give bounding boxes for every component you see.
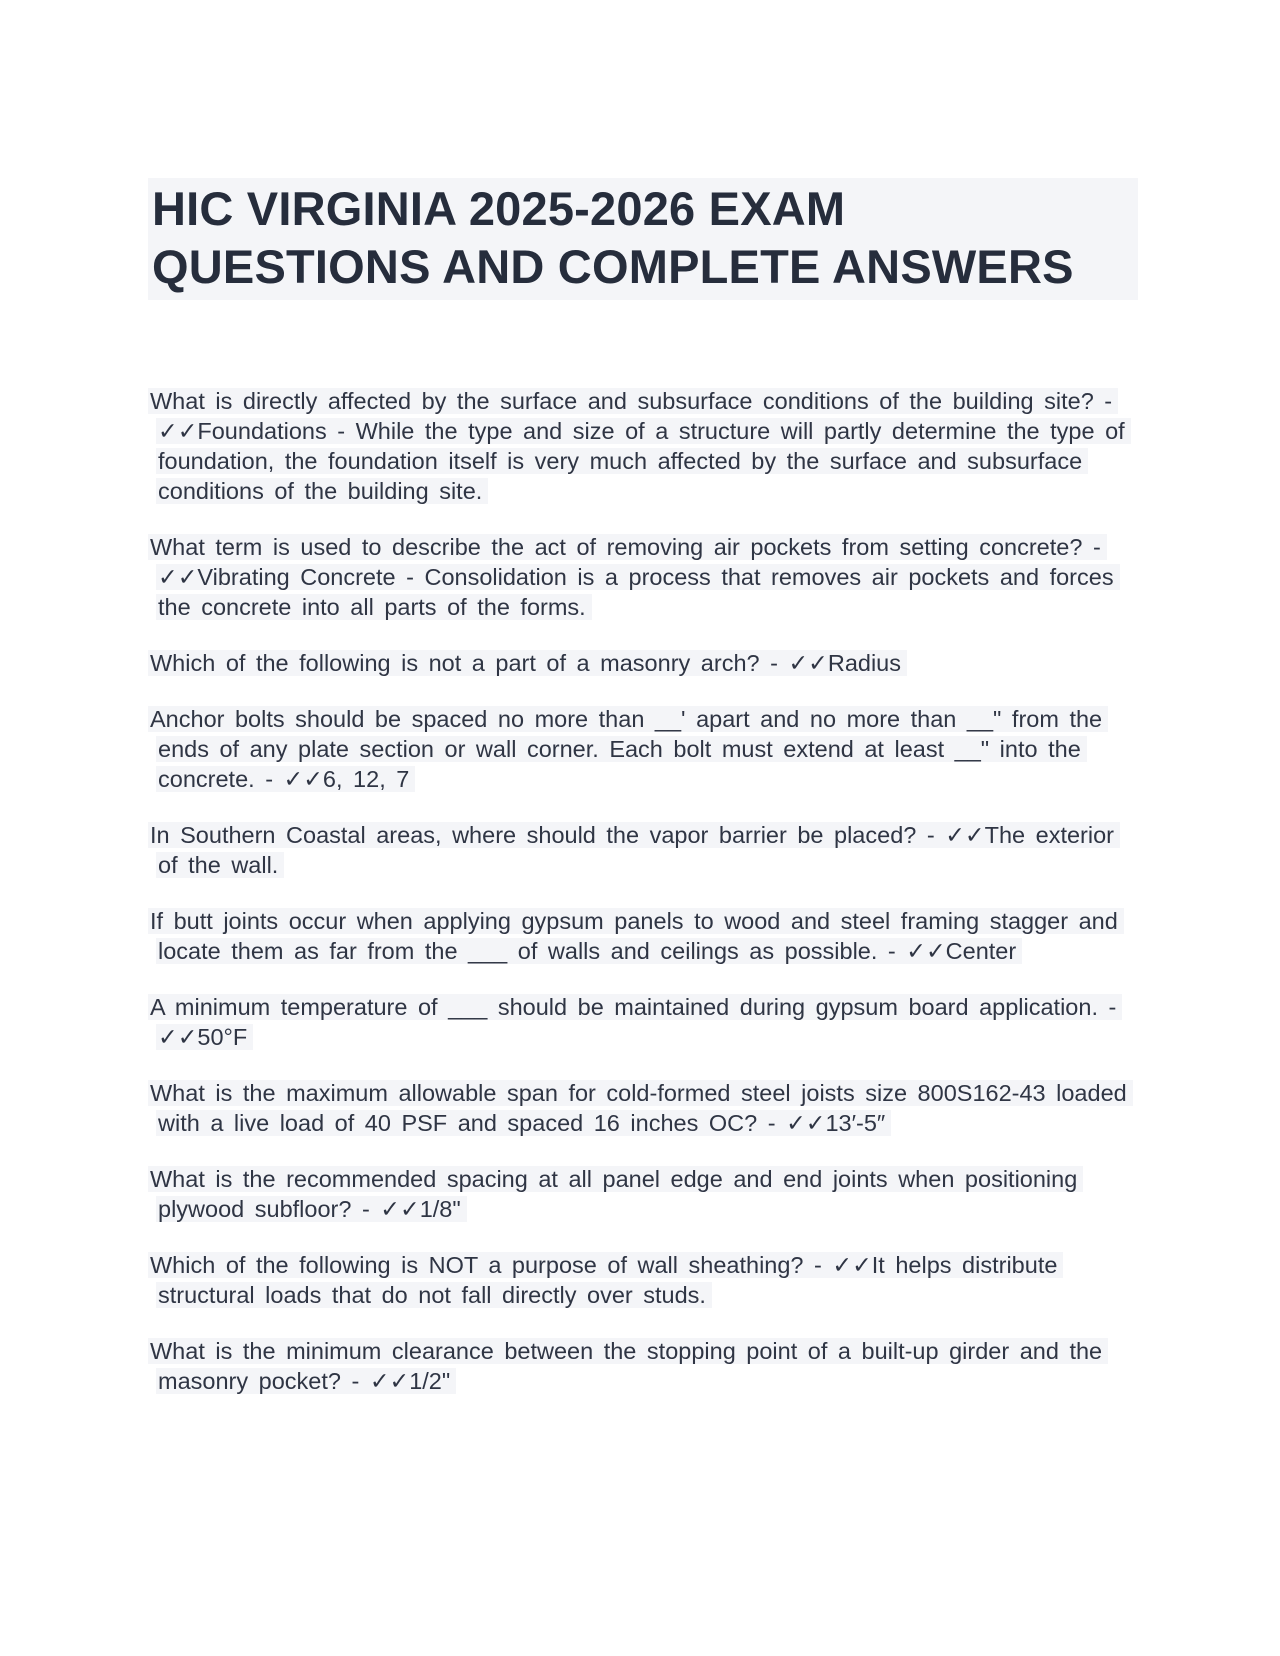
document-title: HIC VIRGINIA 2025-2026 EXAM QUESTIONS AND COMPLETE ANSWERS <box>148 178 1138 300</box>
qa-text: What is directly affected by the surface and subsurface conditions of the building site? - ✓✓Foundations - While the type and size of a structure will partly determine the type of foundation, the foundation itself is very much affected by the surface and subsurface conditions of the building site. <box>148 388 1131 504</box>
qa-text: Which of the following is not a part of a masonry arch? - ✓✓Radius <box>148 650 907 676</box>
qa-item-3 <box>148 648 1138 678</box>
qa-text: In Southern Coastal areas, where should the vapor barrier be placed? - ✓✓The exterior of the wall. <box>148 822 1120 878</box>
qa-item-11 <box>148 1336 1138 1396</box>
qa-text: If butt joints occur when applying gypsum panels to wood and steel framing stagger and locate them as far from the ___ of walls and ceilings as possible. - ✓✓Center <box>148 908 1124 964</box>
qa-text: What is the maximum allowable span for cold-formed steel joists size 800S162-43 loaded with a live load of 40 PSF and spaced 16 inches OC? - ✓✓13′-5″ <box>148 1080 1133 1136</box>
qa-item-9 <box>148 1164 1138 1224</box>
qa-text: What term is used to describe the act of removing air pockets from setting concrete? - ✓✓Vibrating Concrete - Consolidation is a process that removes air pockets and forces the concrete into all parts of the forms. <box>148 534 1120 620</box>
qa-list <box>148 386 1138 1396</box>
qa-text: A minimum temperature of ___ should be maintained during gypsum board application. - ✓✓50°F <box>148 994 1122 1050</box>
qa-item-8 <box>148 1078 1138 1138</box>
qa-text: What is the minimum clearance between the stopping point of a built-up girder and the masonry pocket? - ✓✓1/2" <box>148 1338 1108 1394</box>
qa-item-4 <box>148 704 1138 794</box>
qa-item-6 <box>148 906 1138 966</box>
qa-text: Anchor bolts should be spaced no more than __' apart and no more than __" from the ends of any plate section or wall corner. Each bolt must extend at least __" into the concrete. - ✓✓6, 12, 7 <box>148 706 1108 792</box>
qa-item-7 <box>148 992 1138 1052</box>
qa-item-10 <box>148 1250 1138 1310</box>
qa-text: Which of the following is NOT a purpose of wall sheathing? - ✓✓It helps distribute structural loads that do not fall directly over studs. <box>148 1252 1063 1308</box>
document-page <box>148 178 1138 1422</box>
qa-item-5 <box>148 820 1138 880</box>
qa-item-1 <box>148 386 1138 506</box>
qa-text: What is the recommended spacing at all panel edge and end joints when positioning plywood subfloor? - ✓✓1/8" <box>148 1166 1083 1222</box>
qa-item-2 <box>148 532 1138 622</box>
